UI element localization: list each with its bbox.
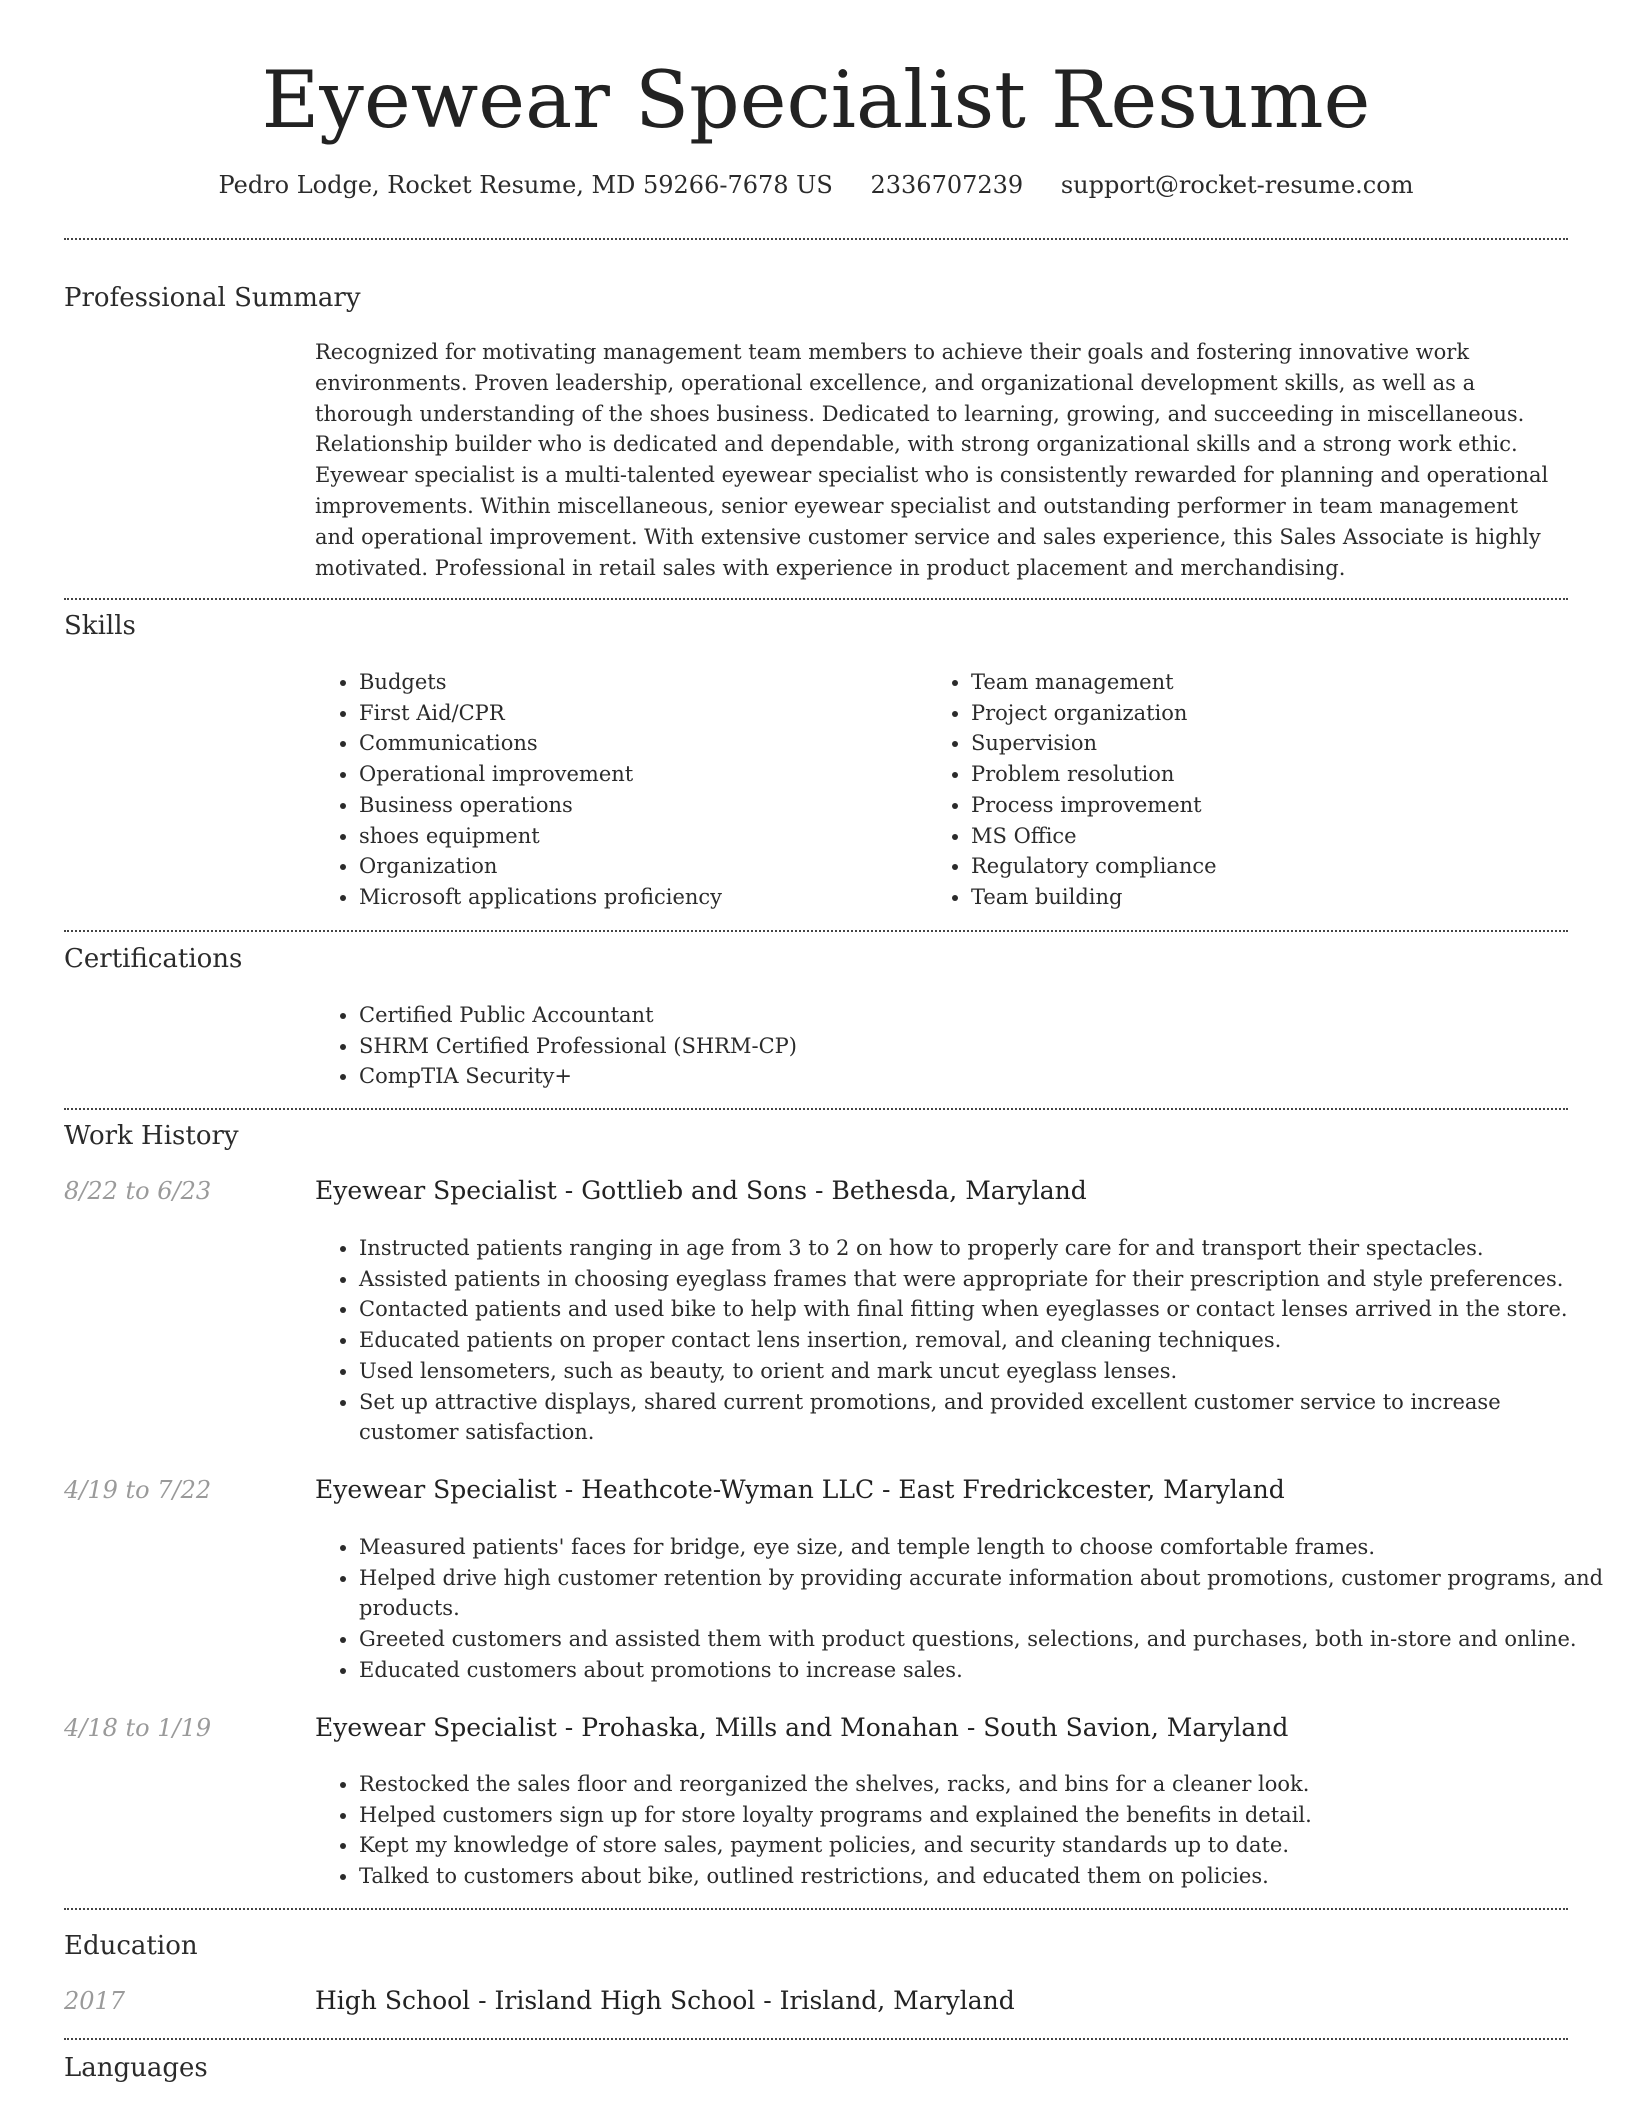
job-bullet: • Instructed patients ranging in age from 3 to 2 on how to properly care for and transport their spectacles.	[359, 1233, 1604, 1264]
job-bullet: • Kept my knowledge of store sales, payment policies, and security standards up to date.	[359, 1830, 1604, 1861]
job-bullet: • Assisted patients in choosing eyeglass frames that were appropriate for their prescription and style preferences.	[359, 1264, 1604, 1295]
skills-heading: Skills	[64, 611, 136, 641]
skill-item: • Microsoft applications proficiency	[359, 882, 919, 913]
contact-phone: 2336707239	[870, 171, 1024, 199]
divider	[64, 1908, 1568, 1910]
job-title: Eyewear Specialist - Prohaska, Mills and Monahan - South Savion, Maryland	[315, 1713, 1289, 1742]
divider	[64, 930, 1568, 932]
job-title: Eyewear Specialist - Gottlieb and Sons - Bethesda, Maryland	[315, 1176, 1087, 1205]
skill-item: • Organization	[359, 851, 919, 882]
job-bullet: • Helped drive high customer retention by providing accurate information about promotions, customer programs, and products.	[359, 1563, 1604, 1624]
job-bullet: • Talked to customers about bike, outlined restrictions, and educated them on policies.	[359, 1861, 1604, 1892]
contact-email: support@rocket-resume.com	[1060, 171, 1414, 199]
skill-item: • Regulatory compliance	[971, 851, 1571, 882]
resume-title: Eyewear Specialist Resume	[261, 54, 1371, 146]
job-bullet: • Restocked the sales floor and reorganized the shelves, racks, and bins for a cleaner look.	[359, 1769, 1604, 1800]
skill-item: • shoes equipment	[359, 821, 919, 852]
job-bullet: • Set up attractive displays, shared current promotions, and provided excellent customer service to increase customer satisfaction.	[359, 1387, 1604, 1448]
job-bullet: • Contacted patients and used bike to help with final fitting when eyeglasses or contact lenses arrived in the store.	[359, 1294, 1604, 1325]
education-entry: High School - Irisland High School - Irisland, Maryland	[315, 1986, 1015, 2015]
job-bullets	[315, 1233, 1604, 1448]
skill-item: • Supervision	[971, 728, 1571, 759]
divider	[64, 2038, 1568, 2040]
skill-item: • Operational improvement	[359, 759, 919, 790]
certifications-heading: Certifications	[64, 944, 243, 974]
work-heading: Work History	[64, 1121, 239, 1151]
skill-item: • Project organization	[971, 698, 1571, 729]
divider	[64, 238, 1568, 240]
skill-item: • First Aid/CPR	[359, 698, 919, 729]
job-bullets	[315, 1532, 1604, 1686]
certification-item: • SHRM Certified Professional (SHRM-CP)	[359, 1031, 1604, 1062]
contact-line	[0, 170, 1632, 200]
job-bullet: • Measured patients' faces for bridge, eye size, and temple length to choose comfortable frames.	[359, 1532, 1604, 1563]
skill-item: • Team building	[971, 882, 1571, 913]
skill-item: • Budgets	[359, 667, 919, 698]
job-bullets	[315, 1769, 1604, 1892]
skills-list-left	[315, 667, 919, 913]
job-dates: 4/18 to 1/19	[64, 1714, 212, 1742]
certifications-list	[315, 1000, 1604, 1092]
skill-item: • Business operations	[359, 790, 919, 821]
education-year: 2017	[64, 1987, 126, 2015]
education-heading: Education	[64, 1931, 198, 1961]
divider	[64, 598, 1568, 600]
job-bullet: • Helped customers sign up for store loyalty programs and explained the benefits in detail.	[359, 1800, 1604, 1831]
job-dates: 8/22 to 6/23	[64, 1177, 212, 1205]
job-bullet: • Greeted customers and assisted them with product questions, selections, and purchases, both in-store and online.	[359, 1624, 1604, 1655]
job-title: Eyewear Specialist - Heathcote-Wyman LLC - East Fredrickcester, Maryland	[315, 1475, 1285, 1504]
skill-item: • Process improvement	[971, 790, 1571, 821]
contact-address: Pedro Lodge, Rocket Resume, MD 59266-7678 US	[218, 171, 833, 199]
certification-item: • Certified Public Accountant	[359, 1000, 1604, 1031]
divider	[64, 1108, 1568, 1110]
skill-item: • Communications	[359, 728, 919, 759]
certification-item: • CompTIA Security+	[359, 1061, 1604, 1092]
skills-list-right	[927, 667, 1571, 913]
job-bullet: • Educated patients on proper contact lens insertion, removal, and cleaning techniques.	[359, 1325, 1604, 1356]
summary-heading: Professional Summary	[64, 283, 361, 313]
job-bullet: • Educated customers about promotions to increase sales.	[359, 1655, 1604, 1686]
skill-item: • Team management	[971, 667, 1571, 698]
job-dates: 4/19 to 7/22	[64, 1476, 212, 1504]
languages-heading: Languages	[64, 2053, 208, 2083]
skill-item: • Problem resolution	[971, 759, 1571, 790]
skill-item: • MS Office	[971, 821, 1571, 852]
summary-text: Recognized for motivating management team members to achieve their goals and fostering innovative work environments. Proven leadership, operational excellence, and organizational development skills, as well as a thorough understanding of the shoes business. Dedicated to learning, growing, and succeeding in miscellaneous. Relationship builder who is dedicated and dependable, with strong organizational skills and a strong work ethic. Eyewear specialist is a multi-talented eyewear specialist who is consistently rewarded for planning and operational improvements. Within miscellaneous, senior eyewear specialist and outstanding performer in team management and operational improvement. With extensive customer service and sales experience, this Sales Associate is highly motivated. Professional in retail sales with experience in product placement and merchandising.	[315, 340, 1549, 580]
job-bullet: • Used lensometers, such as beauty, to orient and mark uncut eyeglass lenses.	[359, 1356, 1604, 1387]
